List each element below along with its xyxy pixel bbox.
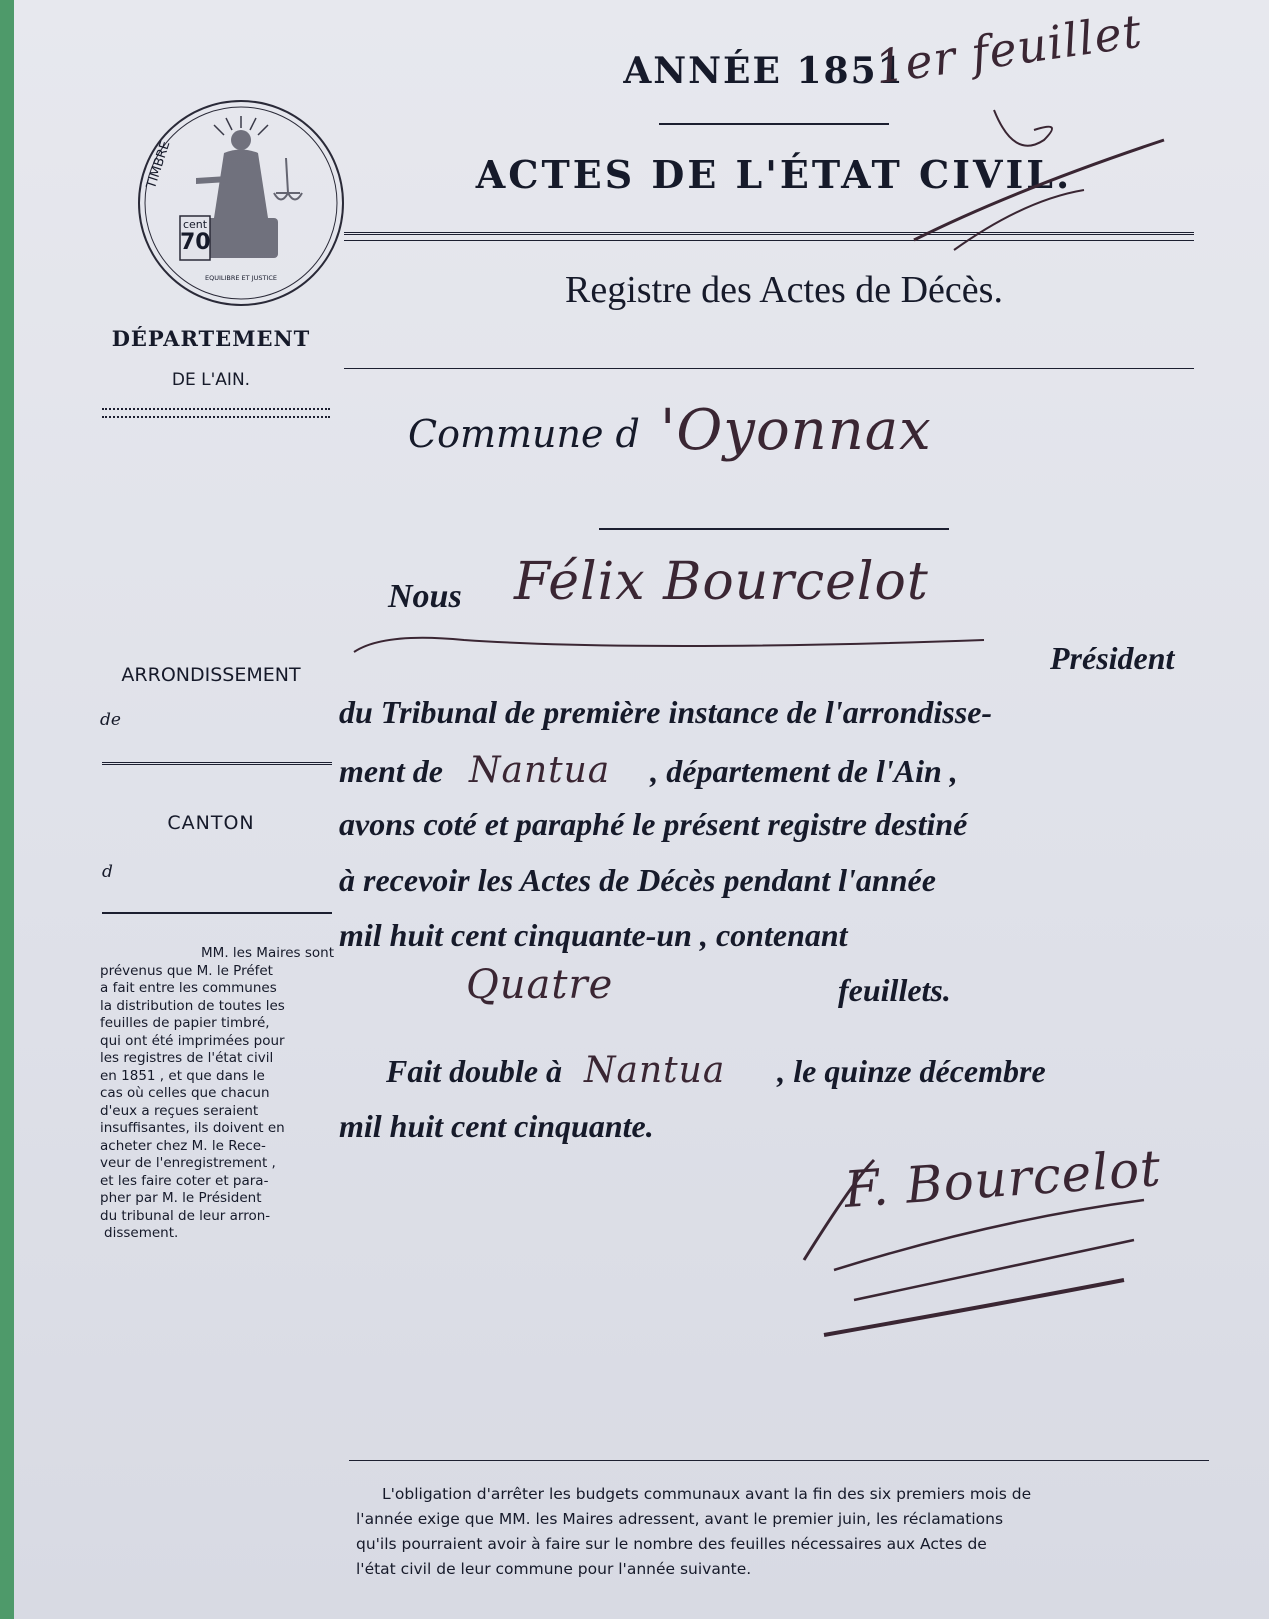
body-line-fait xyxy=(386,1050,1226,1091)
wavy-divider xyxy=(102,408,330,418)
name-handwritten: Félix Bourcelot xyxy=(514,552,929,612)
body-line-4: à recevoir les Actes de Décès pendant l'année xyxy=(339,862,936,898)
feuillets-label: feuillets. xyxy=(838,972,951,1008)
notice-line: et les faire coter et para- xyxy=(100,1172,269,1189)
canton-d: d xyxy=(102,862,113,882)
stamp-word: TIMBRE xyxy=(144,139,174,191)
subtitle-rule xyxy=(344,368,1194,369)
handwritten-annotation: 1er feuillet xyxy=(871,3,1146,95)
register-page xyxy=(14,0,1269,1619)
fait-label: Fait double à xyxy=(386,1053,563,1089)
name-underline-flourish xyxy=(344,632,994,672)
footer-line: l'état civil de leur commune pour l'année suivante. xyxy=(356,1560,752,1578)
notice-line: cas où celles que chacun xyxy=(100,1085,270,1101)
subtitle-heading: Registre des Actes de Décès. xyxy=(565,269,1003,311)
notice-line: la distribution de toutes les xyxy=(100,997,285,1014)
department-name: DE L'AIN. xyxy=(171,370,251,390)
arrondissement-de: de xyxy=(100,710,121,730)
notice-line: qui ont été imprimées pour xyxy=(100,1032,285,1049)
commune-label: Commune d xyxy=(408,412,640,456)
body-line-2-b: , département de l'Ain , xyxy=(650,753,958,789)
body-line-3: avons coté et paraphé le présent registre destiné xyxy=(339,806,968,842)
fait-date: , le quinze décembre xyxy=(777,1053,1046,1089)
notice-line: les registres de l'état civil xyxy=(100,1050,274,1066)
year-heading: ANNÉE 1851 xyxy=(623,50,905,92)
stamp-cent: cent xyxy=(182,218,208,231)
president-label: Président xyxy=(1050,640,1175,676)
body-line-5: mil huit cent cinquante-un , contenant xyxy=(339,917,848,953)
commune-handwritten: 'Oyonnax xyxy=(660,398,932,463)
notice-line: dissement. xyxy=(104,1225,179,1241)
notice-line: en 1851 , et que dans le xyxy=(100,1067,265,1084)
arrondissement-handwritten: Nantua xyxy=(468,750,611,791)
stamp-bottom-legend: EQUILIBRE ET JUSTICE xyxy=(204,274,278,282)
notice-line: du tribunal de leur arron- xyxy=(100,1207,271,1224)
signature: F. Bourcelot xyxy=(842,1138,1164,1220)
notice-line: a fait entre les communes xyxy=(100,980,277,996)
footer-rule xyxy=(349,1460,1209,1461)
department-label: DÉPARTEMENT xyxy=(111,326,311,351)
stamp-value: 70 xyxy=(180,230,211,255)
handwritten-flourish xyxy=(894,20,1194,270)
notice-line: prévenus que M. le Préfet xyxy=(100,962,273,979)
canton-rule xyxy=(102,912,332,914)
nous-label: Nous xyxy=(388,578,462,615)
commune-divider xyxy=(599,528,949,530)
footer-line: l'année exige que MM. les Maires adressent, avant le premier juin, les réclamations xyxy=(356,1510,1004,1528)
notice-line: feuilles de papier timbré, xyxy=(100,1015,270,1031)
tax-stamp xyxy=(136,98,346,308)
title-heading: ACTES DE L'ÉTAT CIVIL. xyxy=(475,152,1073,197)
body-line-1: du Tribunal de première instance de l'arrondisse- xyxy=(339,694,993,730)
count-handwritten: Quatre xyxy=(466,962,614,1008)
notice-line: pher par M. le Président xyxy=(100,1190,262,1206)
notice-line: acheter chez M. le Rece- xyxy=(100,1137,266,1154)
notice-line: d'eux a reçues seraient xyxy=(100,1102,259,1119)
arrondissement-rule xyxy=(102,762,332,765)
footer-notice xyxy=(356,1482,1218,1582)
mayor-notice xyxy=(100,945,334,1243)
year-divider xyxy=(659,123,889,125)
notice-line: MM. les Maires sont xyxy=(201,945,334,961)
fait-handwritten: Nantua xyxy=(584,1050,726,1091)
footer-line: L'obligation d'arrêter les budgets communaux avant la fin des six premiers mois de xyxy=(382,1485,1032,1503)
arrondissement-label: ARRONDISSEMENT xyxy=(121,664,301,686)
notice-line: insuffisantes, ils doivent en xyxy=(100,1120,285,1136)
footer-line: qu'ils pourraient avoir à faire sur le nombre des feuilles nécessaires aux Actes de xyxy=(356,1535,987,1553)
notice-line: veur de l'enregistrement , xyxy=(100,1155,276,1171)
signature-flourish xyxy=(794,1160,1214,1340)
body-line-2-a: ment de xyxy=(339,753,443,789)
body-last-line: mil huit cent cinquante. xyxy=(339,1108,654,1144)
canton-label: CANTON xyxy=(167,812,255,834)
body-line-2 xyxy=(339,750,1219,791)
